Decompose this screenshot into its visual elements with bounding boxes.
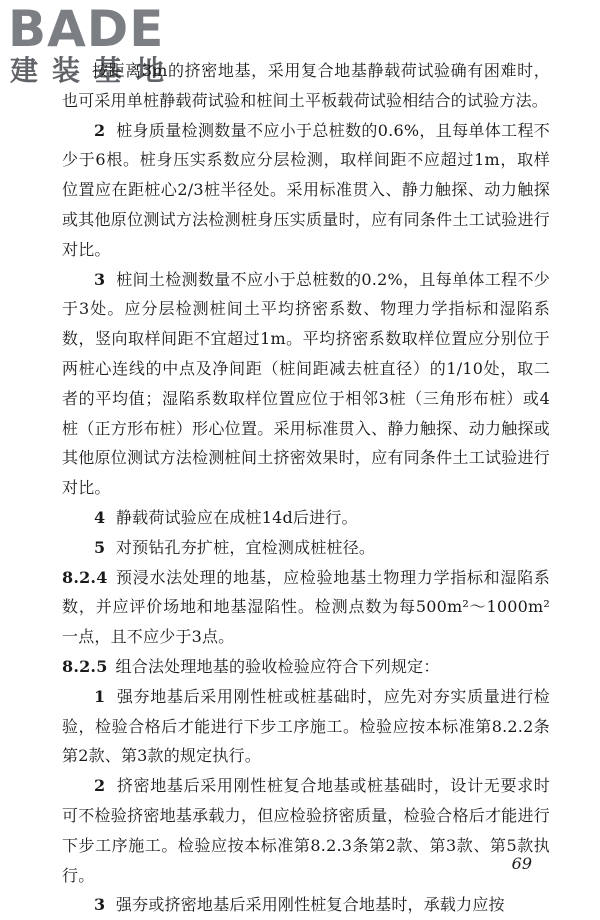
- paragraph-text: 对预钻孔夯扩桩，宜检测成桩桩径。: [115, 537, 376, 557]
- paragraph: [62, 682, 550, 771]
- item-number: 3: [94, 895, 106, 915]
- paragraph: [62, 265, 550, 503]
- section-paragraph: [62, 652, 550, 682]
- item-number: 4: [94, 507, 106, 527]
- paragraph-text: 挤密地基后采用刚性桩复合地基或桩基础时，设计无要求时可不检验挤密地基承载力，但应检验挤密质量，检验合格后才能进行下步工序施工。检验应按本标准第8.2.3条第2款、第3款、第5款执行。: [62, 776, 550, 885]
- page-number: 69: [511, 854, 532, 873]
- item-number: 1: [94, 686, 106, 706]
- paragraph: [62, 116, 550, 265]
- paragraph-text: 强夯或挤密地基后采用刚性桩复合地基时，承载力应按: [115, 895, 505, 915]
- section-number: 8.2.4: [62, 567, 108, 587]
- section-paragraph: [62, 563, 550, 652]
- paragraph: [62, 533, 550, 563]
- paragraph-text: 桩间土检测数量不应小于总桩数的0.2%，且每单体工程不少于3处。应分层检测桩间土平均挤密系数、物理力学指标和湿陷系数，竖向取样间距不宜超过1m。平均挤密系数取样位置应分别位于两桩心连线的中点及净间距（桩间距减去桩直径）的1/10处，取二者的平均值；湿陷系数取样位置应位于相邻3桩（三角形布桩）或4桩（正方形布桩）形心位置。采用标准贯入、静力触探、动力触探或其他原位测试方法检测桩间土挤密效果时，应有同条件土工试验进行对比。: [62, 269, 551, 498]
- section-number: 8.2.5: [62, 656, 108, 676]
- logo-latin-text: BADE: [8, 0, 165, 58]
- paragraph-text: 静载荷试验应在成桩14d后进行。: [115, 507, 358, 527]
- paragraph: [62, 503, 550, 533]
- item-number: 2: [94, 776, 106, 796]
- paragraph: [62, 56, 550, 116]
- logo-chinese-text: 建装基地: [10, 54, 179, 87]
- paragraph: [62, 771, 550, 890]
- paragraph-text: 组合法处理地基的验收检验应符合下列规定：: [115, 656, 440, 676]
- item-number: 2: [94, 120, 106, 140]
- paragraph-text: 按距离3m的挤密地基，采用复合地基静载荷试验确有困难时，也可采用单桩静载荷试验和桩间土平板载荷试验相结合的试验方法。: [62, 61, 550, 110]
- item-number: 3: [94, 269, 106, 289]
- paragraph: [62, 890, 550, 920]
- paragraph-text: 强夯地基后采用刚性桩或桩基础时，应先对夯实质量进行检验，检验合格后才能进行下步工序施工。检验应按本标准第8.2.2条第2款、第3款的规定执行。: [62, 686, 550, 766]
- paragraph-text: 桩身质量检测数量不应小于总桩数的0.6%，且每单体工程不少于6根。桩身压实系数应分层检测，取样间距不应超过1m，取样位置应在距桩心2/3桩半径处。采用标准贯入、静力触探、动力触探或其他原位测试方法检测桩身压实质量时，应有同条件土工试验进行对比。: [62, 120, 551, 259]
- item-number: 5: [94, 537, 106, 557]
- paragraph-text: 预浸水法处理的地基，应检验地基土物理力学指标和湿陷系数，并应评价场地和地基湿陷性。检测点数为每500m²～1000m²一点，且不应少于3点。: [62, 567, 550, 647]
- document-body: [62, 56, 550, 920]
